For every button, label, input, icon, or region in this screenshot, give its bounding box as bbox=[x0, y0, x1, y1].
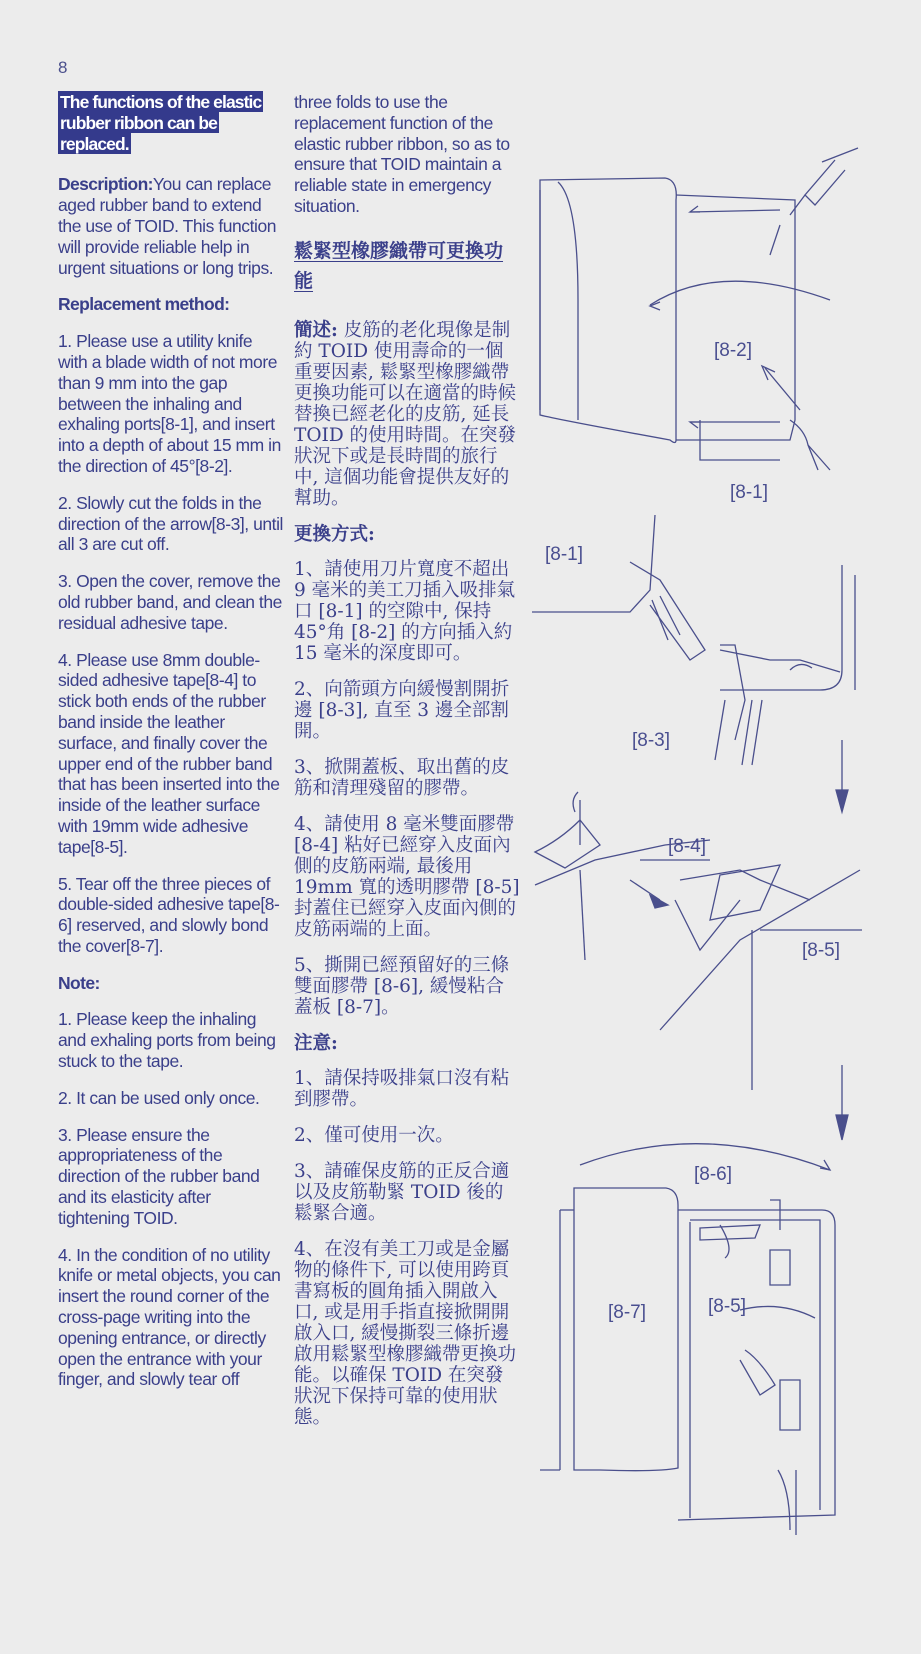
section-heading-text: The functions of the elastic rubber ribbon can be replaced. bbox=[60, 92, 262, 154]
cn-step-4: 4、請使用 8 毫米雙面膠帶 [8-4] 粘好已經穿入皮面內側的皮筋兩端, 最後用 19mm 寬的透明膠帶 [8-5] 封蓋住已經穿入皮面內側的皮筋兩端的上面。 bbox=[294, 814, 520, 940]
cn-step-5: 5、撕開已經預留好的三條雙面膠帶 [8-6], 緩慢粘合蓋板 [8-7]。 bbox=[294, 955, 510, 1018]
cn-section-title: 鬆緊型橡膠織帶可更換功能 bbox=[294, 240, 504, 292]
cn-description-text: 皮筋的老化現像是制約 TOID 使用壽命的一個重要因素, 鬆緊型橡膠織帶更換功能可以在適當的時候替換已經老化的皮筋, 延長 TOID 的使用時間。在突發狀況下或是長時間的旅行中, 這個功能會提供友好的幫助。 bbox=[294, 320, 517, 509]
cn-note-3: 3、請確保皮筋的正反合適以及皮筋勒緊 TOID 後的鬆緊合適。 bbox=[294, 1161, 510, 1224]
note-4: 4. In the condition of no utility knife or metal objects, you can insert the round corner of the cross-page writing into the opening entrance, or directly open the entrance with your finger, and slowly tear off bbox=[58, 1244, 281, 1390]
description-text: You can replace aged rubber band to extend the use of TOID. This function will provide reliable help in urgent situations or long trips. bbox=[58, 174, 277, 278]
replacement-method-heading: Replacement method: bbox=[58, 294, 230, 315]
step-2: 2. Slowly cut the folds in the direction of the arrow[8-3], until all 3 are cut off. bbox=[58, 492, 283, 555]
cn-description-label: 簡述: bbox=[294, 320, 338, 341]
step-4: 4. Please use 8mm double-sided adhesive tape[8-4] to stick both ends of the rubber band inside the leather surface, and finally cover the upper end of the rubber band that has been inserted into the inside of the leather surface with 19mm wide adhesive tape[8-5]. bbox=[58, 649, 280, 857]
description-label: Description: bbox=[58, 174, 153, 195]
figure-label-8-5-middle: [8-5] bbox=[802, 940, 841, 961]
cn-step-3: 3、掀開蓋板、取出舊的皮筋和清理殘留的膠帶。 bbox=[294, 757, 510, 799]
figure-4-bond-cover-illustration bbox=[540, 1144, 835, 1535]
step-1: 1. Please use a utility knife with a blade width of not more than 9 mm into the gap between the inhaling and exhaling ports[8-1], and insert into a depth of about 15 mm in the direction of 45°[8-2]. bbox=[58, 331, 281, 476]
page-number: 8 bbox=[58, 58, 68, 77]
note-heading: Note: bbox=[58, 972, 100, 993]
cn-note-4: 4、在沒有美工刀或是金屬物的條件下, 可以使用跨頁書寫板的圓角插入開啟入口, 或是用手指直接掀開開啟入口, 緩慢撕裂三條折邊啟用鬆緊型橡膠織帶更換功能。以確保 TOID 在突發狀況下保持可靠的使用狀態。 bbox=[294, 1239, 517, 1428]
cn-step-1: 1、請使用刀片寬度不超出 9 毫米的美工刀插入吸排氣口 [8-1] 的空隙中, 保持 45°角 [8-2] 的方向插入約 15 毫米的深度即可。 bbox=[294, 559, 516, 664]
figure-label-8-3: [8-3] bbox=[632, 730, 671, 751]
cn-note-2: 2、僅可使用一次。 bbox=[294, 1125, 454, 1146]
step-5: 5. Tear off the three pieces of double-sided adhesive tape[8-6] reserved, and slowly bond the cover[8-7]. bbox=[58, 873, 280, 956]
figure-1-cover-cut-illustration bbox=[540, 148, 858, 470]
figure-label-8-1-middle: [8-1] bbox=[545, 544, 584, 565]
note-2: 2. It can be used only once. bbox=[58, 1087, 260, 1108]
figure-label-8-5-bottom: [8-5] bbox=[708, 1296, 747, 1317]
figure-label-8-6: [8-6] bbox=[694, 1164, 733, 1185]
step-3: 3. Open the cover, remove the old rubber band, and clean the residual adhesive tape. bbox=[58, 571, 282, 633]
note-3: 3. Please ensure the appropriateness of the direction of the rubber band and its elasticity after tightening TOID. bbox=[58, 1124, 260, 1228]
down-arrow-1 bbox=[836, 740, 848, 812]
cn-note-heading: 注意: bbox=[294, 1033, 338, 1054]
figure-label-8-7: [8-7] bbox=[608, 1302, 647, 1323]
figure-label-8-2-top: [8-2] bbox=[714, 340, 753, 361]
note-1: 1. Please keep the inhaling and exhaling ports from being stuck to the tape. bbox=[58, 1009, 276, 1072]
continuation-text: three folds to use the replacement function of the elastic rubber ribbon, so as to ensure that TOID maintain a reliable state in emergency situation. bbox=[294, 92, 510, 216]
figure-label-8-4: [8-4] bbox=[668, 836, 707, 857]
cn-step-2: 2、向箭頭方向緩慢割開折邊 [8-3], 直至 3 邊全部割開。 bbox=[294, 679, 510, 742]
down-arrow-2 bbox=[836, 1065, 848, 1140]
cn-note-1: 1、請保持吸排氣口沒有粘到膠帶。 bbox=[294, 1068, 510, 1110]
figure-label-8-1-top: [8-1] bbox=[730, 482, 769, 503]
cn-method-heading: 更換方式: bbox=[294, 524, 375, 545]
